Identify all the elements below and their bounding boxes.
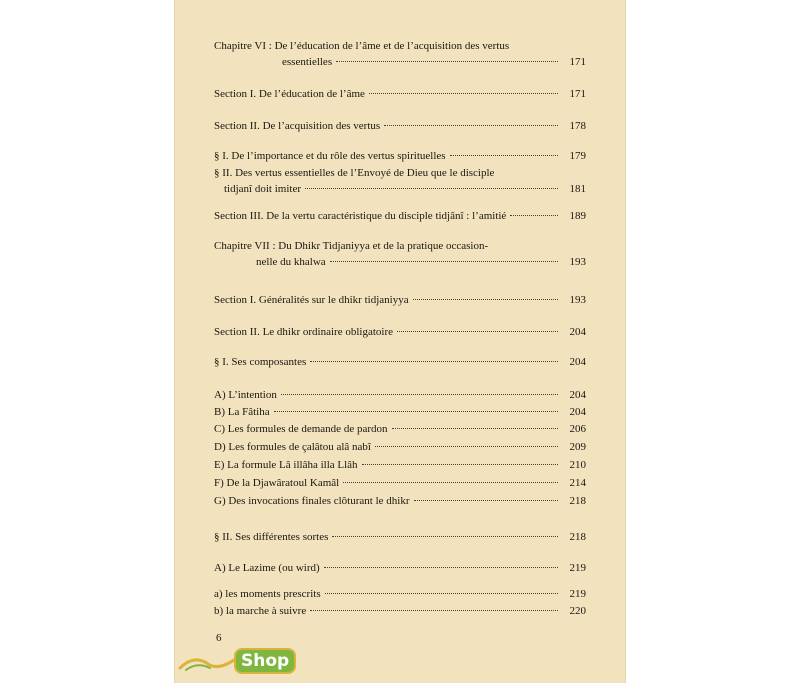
dot-leader <box>375 445 558 447</box>
dot-leader <box>325 592 558 594</box>
toc-entry <box>214 208 586 224</box>
swoosh-icon <box>178 654 238 674</box>
toc-entry <box>214 354 586 370</box>
toc-page-number: 193 <box>569 294 586 306</box>
toc-entry-text: A) L’intention <box>214 389 277 401</box>
dot-leader <box>310 609 558 611</box>
toc-entry <box>214 387 586 403</box>
dot-leader <box>336 60 558 62</box>
toc-entry-text: essentielles <box>282 56 333 68</box>
dot-leader <box>305 187 558 189</box>
toc-entry-text: § II. Des vertus essentielles de l’Envoyé de Dieu que le disciple <box>214 167 495 179</box>
toc-entry <box>214 292 586 308</box>
toc-entry-text: B) La Fâtiha <box>214 406 270 418</box>
toc-page-number: 206 <box>569 423 586 435</box>
toc-page-number: 218 <box>569 495 586 507</box>
toc-entry <box>214 148 586 164</box>
toc-entry <box>214 439 586 455</box>
dot-leader <box>392 427 559 429</box>
dot-leader <box>310 360 558 362</box>
toc-entry-text: Section I. Généralités sur le dhikr tidjaniyya <box>214 294 409 306</box>
toc-page-number: 204 <box>569 406 586 418</box>
toc-entry <box>214 238 586 270</box>
toc-page-number: 179 <box>569 150 586 162</box>
dot-leader <box>362 463 558 465</box>
toc-entry-text: § I. Ses composantes <box>214 356 307 368</box>
toc-page-number: 214 <box>569 477 586 489</box>
toc-page-number: 178 <box>569 120 586 132</box>
dot-leader <box>397 330 558 332</box>
dot-leader <box>324 566 558 568</box>
toc-entry-text: tidjanî doit imiter <box>224 183 301 195</box>
dot-leader <box>274 410 558 412</box>
toc-page-number: 193 <box>569 256 586 268</box>
toc-page-number: 209 <box>569 441 586 453</box>
dot-leader <box>384 124 558 126</box>
dot-leader <box>330 260 558 262</box>
toc-entry <box>214 404 586 420</box>
dot-leader <box>450 154 558 156</box>
toc-page-number: 204 <box>569 326 586 338</box>
toc-page-number: 171 <box>569 88 586 100</box>
toc-entry <box>214 586 586 602</box>
toc-page-number: 218 <box>569 531 586 543</box>
toc-entry-text: § II. Ses différentes sortes <box>214 531 329 543</box>
toc-entry <box>214 86 586 102</box>
toc-entry-text: Section III. De la vertu caractéristique du disciple tidjânî : l’amitié <box>214 210 507 222</box>
toc-entry-text: a) les moments prescrits <box>214 588 321 600</box>
toc-entry <box>214 421 586 437</box>
toc-page-number: 204 <box>569 389 586 401</box>
toc-page-number: 210 <box>569 459 586 471</box>
toc-entry-text: E) La formule Lâ illâha illa Llâh <box>214 459 358 471</box>
toc-entry-text: Section II. De l’acquisition des vertus <box>214 120 381 132</box>
toc-entry-text: G) Des invocations finales clôturant le dhikr <box>214 495 410 507</box>
dot-leader <box>414 499 558 501</box>
toc-entry <box>214 493 586 509</box>
toc-entry-text: C) Les formules de demande de pardon <box>214 423 388 435</box>
toc-entry-text: § I. De l’importance et du rôle des vertus spirituelles <box>214 150 446 162</box>
toc-entry <box>214 603 586 619</box>
dot-leader <box>332 535 558 537</box>
toc-entry-text: F) De la Djawâratoul Kamâl <box>214 477 340 489</box>
toc-entry <box>214 529 586 545</box>
dot-leader <box>281 393 558 395</box>
page-number: 6 <box>216 632 222 644</box>
dot-leader <box>343 481 558 483</box>
toc-entry-text: Chapitre VI : De l’éducation de l’âme et de l’acquisition des vertus <box>214 40 510 52</box>
toc-entry <box>214 118 586 134</box>
toc-page-number: 220 <box>569 605 586 617</box>
dot-leader <box>369 92 558 94</box>
toc-page-number: 219 <box>569 588 586 600</box>
toc-page-number: 189 <box>569 210 586 222</box>
toc-entry <box>214 475 586 491</box>
toc-page-number: 204 <box>569 356 586 368</box>
toc-page-number: 181 <box>569 183 586 195</box>
book-page <box>174 0 626 683</box>
toc-entry-text: Chapitre VII : Du Dhikr Tidjaniyya et de la pratique occasion- <box>214 240 489 252</box>
toc-entry-text: Section I. De l’éducation de l’âme <box>214 88 365 100</box>
toc-entry-text: b) la marche à suivre <box>214 605 307 617</box>
toc-page-number: 219 <box>569 562 586 574</box>
toc-entry-text: nelle du khalwa <box>256 256 326 268</box>
toc-entry-text: A) Le Lazime (ou wird) <box>214 562 320 574</box>
toc-entry <box>214 324 586 340</box>
shop-logo <box>178 648 298 678</box>
toc-entry <box>214 165 586 197</box>
shop-logo-text: Shop <box>236 650 294 672</box>
toc-page-number: 171 <box>569 56 586 68</box>
toc-entry-text: Section II. Le dhikr ordinaire obligatoire <box>214 326 393 338</box>
dot-leader <box>510 214 558 216</box>
toc-entry <box>214 457 586 473</box>
toc-entry <box>214 38 586 70</box>
toc-entry-text: D) Les formules de çalâtou alâ nabî <box>214 441 371 453</box>
dot-leader <box>413 298 558 300</box>
toc-entry <box>214 560 586 576</box>
